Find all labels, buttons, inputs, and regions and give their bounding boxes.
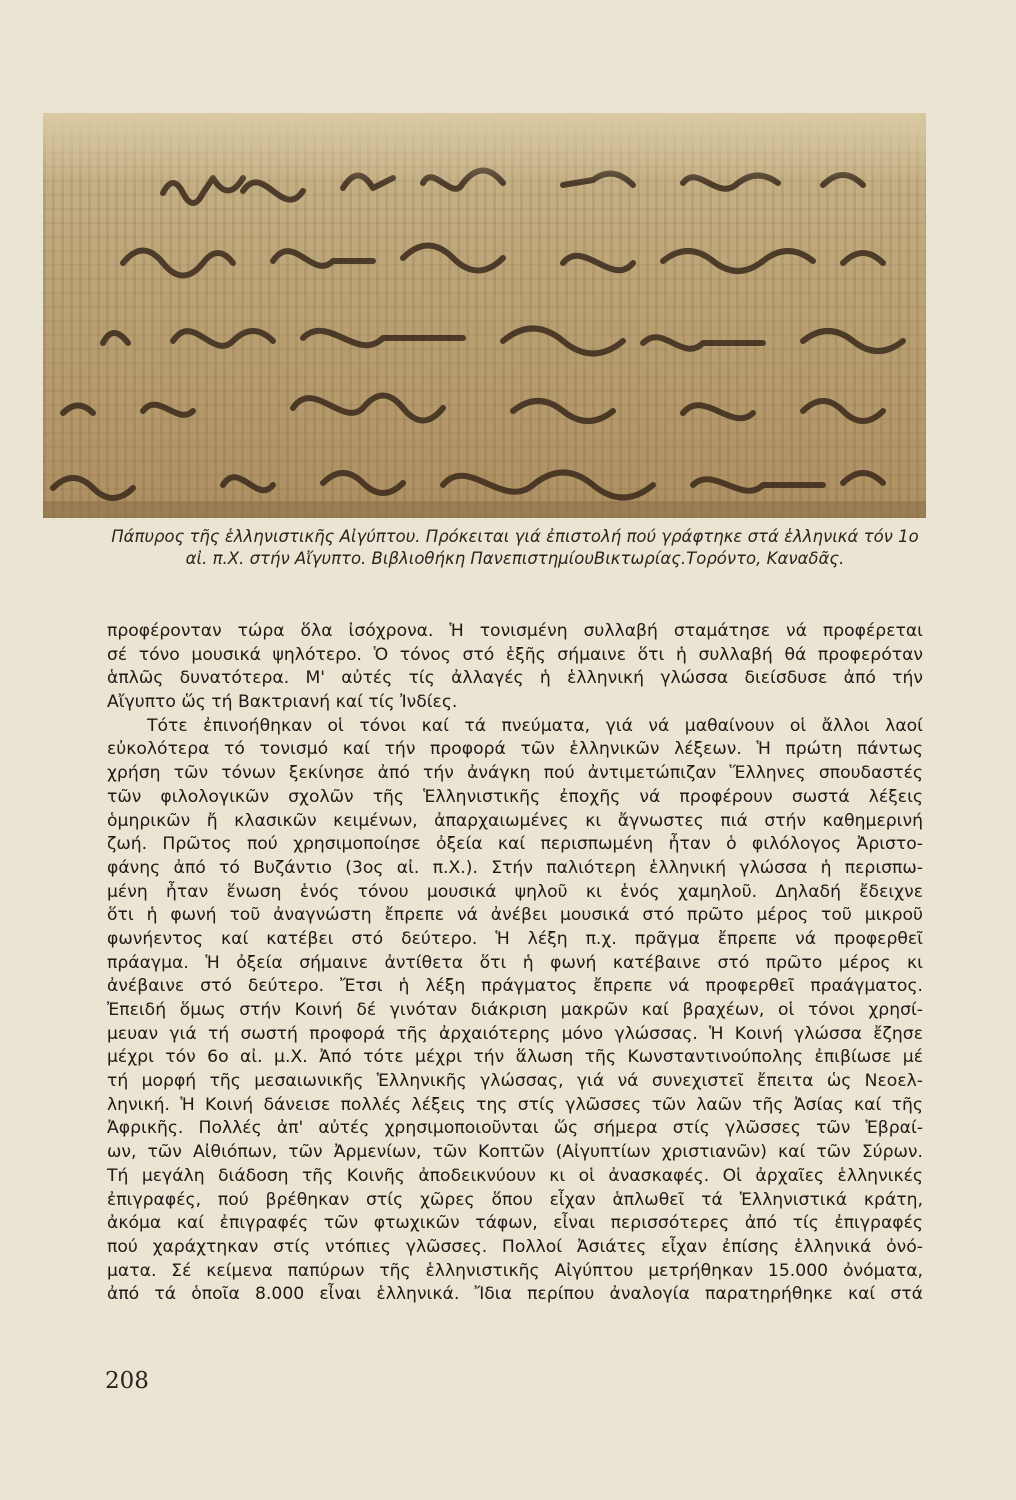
text-line: ὁμηρικῶν ἤ κλασικῶν κειμένων, ἀπαρχαιωμένες κι ἄγνωστες πιά στήν καθημερινή	[107, 810, 923, 831]
text-line: ληνική. Ἡ Κοινή δάνεισε πολλές λέξεις της στίς γλῶσσες τῶν λαῶν τῆς Ἀσίας καί τῆς	[107, 1094, 923, 1115]
text-line: ων, τῶν Αἰθιόπων, τῶν Ἀρμενίων, τῶν Κοπτῶν (Αἰγυπτίων χριστιανῶν) καί τῶν Σύρων.	[107, 1142, 923, 1163]
text-line: Ἐπειδή ὅμως στήν Κοινή δέ γινόταν διάκριση μακρῶν καί βραχέων, οἱ τόνοι χρησί-	[107, 1000, 923, 1020]
text-line: ὅτι ἡ φωνή τοῦ ἀναγνώστη ἔπρεπε νά ἀνέβει μουσικά στό πρῶτο μέρος τοῦ μικροῦ	[107, 905, 923, 926]
text-line: ἀκόμα καί ἐπιγραφές τῶν φτωχικῶν τάφων, εἶναι περισσότερες ἀπό τίς ἐπιγραφές	[107, 1213, 923, 1234]
text-line: προφέρονταν τώρα ὅλα ἰσόχρονα. Ἡ τονισμένη συλλαβή σταμάτησε νά προφέρεται	[107, 621, 923, 641]
text-line: φωνήεντος καί κατέβει στό δεύτερο. Ἡ λέξη π.χ. πρᾶγμα ἔπρεπε νά προφερθεῖ	[107, 928, 923, 949]
text-line: πράαγμα. Ἡ ὀξεία σήμαινε ἀντίθετα ὅτι ἡ φωνή κατέβαινε στό πρῶτο μέρος κι	[107, 952, 923, 973]
text-line: εὐκολότερα τό τονισμό καί τήν προφορά τῶν ἑλληνικῶν λέξεων. Ἡ πρώτη πάντως	[107, 739, 923, 760]
text-line: μευαν γιά τή σωστή προφορά τῆς ἀρχαιότερης μόνο γλώσσας. Ἡ Κοινή γλώσσα ἔζησε	[107, 1023, 923, 1044]
text-line: Τή μεγάλη διάδοση τῆς Κοινῆς ἀποδεικνύουν κι οἱ ἀνασκαφές. Οἱ ἀρχαῖες ἑλληνικές	[107, 1165, 923, 1186]
text-line: πού χαράχτηκαν στίς ντόπιες γλῶσσες. Πολλοί Ἀσιάτες εἶχαν ἐπίσης ἑλληνικά ὀνό-	[107, 1236, 923, 1257]
text-line: μέχρι τόν 6ο αἰ. μ.Χ. Ἀπό τότε μέχρι τήν ἅλωση τῆς Κωνσταντινούπολης ἐπιβίωσε μέ	[107, 1047, 923, 1068]
text-line: μένη ἦταν ἕνωση ἑνός τόνου μουσικά ψηλοῦ κι ἑνός χαμηλοῦ. Δηλαδή ἔδειχνε	[107, 881, 923, 902]
text-line: τῶν φιλολογικῶν σχολῶν τῆς Ἑλληνιστικῆς ἐποχῆς νά προφέρουν σωστά λέξεις	[107, 786, 923, 807]
text-line: ματα. Σέ κείμενα παπύρων τῆς ἑλληνιστικῆς Αἰγύπτου μετρήθηκαν 15.000 ὀνόματα,	[107, 1260, 923, 1281]
page-number: 208	[105, 1368, 149, 1394]
text-line: Ἀφρικῆς. Πολλές ἀπ' αὐτές χρησιμοποιοῦνται ὥς σήμερα στίς γλῶσσες τῶν Ἑβραί-	[107, 1118, 923, 1139]
figure-caption	[95, 526, 935, 570]
caption-line: αἰ. π.Χ. στήν Αἴγυπτο. Βιβλιοθήκη ΠανεπιστημίουΒικτωρίας.Τορόντο, Καναδᾶς.	[185, 549, 845, 568]
text-line: ζωή. Πρῶτος πού χρησιμοποίησε ὀξεία καί περισπωμένη ἦταν ὁ φιλόλογος Ἀριστο-	[107, 834, 923, 855]
text-line: χρήση τῶν τόνων ξεκίνησε ἀπό τήν ἀνάγκη πού ἀντιμετώπιζαν Ἕλληνες σπουδαστές	[107, 763, 923, 784]
text-line: ἀπό τά ὁποῖα 8.000 εἶναι ἑλληνικά. Ἴδια περίπου ἀναλογία παρατηρήθηκε καί στά	[107, 1284, 923, 1305]
body-text	[107, 620, 923, 1307]
text-line: σέ τόνο μουσικά ψηλότερο. Ὁ τόνος στό ἑξῆς σήμαινε ὅτι ἡ συλλαβή θά προφερόταν	[107, 644, 923, 665]
text-line: Τότε ἐπινοήθηκαν οἱ τόνοι καί τά πνεύματα, γιά νά μαθαίνουν οἱ ἄλλοι λαοί	[147, 715, 923, 736]
text-line: Αἴγυπτο ὥς τή Βακτριανή καί τίς Ἰνδίες.	[107, 692, 458, 713]
text-line: ἀνέβαινε στό δεύτερο. Ἔτσι ἡ λέξη πράγματος ἔπρεπε νά προφερθεῖ πραάγματος.	[107, 976, 923, 997]
text-line: ἐπιγραφές, πού βρέθηκαν στίς χῶρες ὅπου εἶχαν ἁπλωθεῖ τά Ἑλληνιστικά κράτη,	[107, 1189, 923, 1210]
text-line: ἁπλῶς δυνατότερα. Μ' αὐτές τίς ἀλλαγές ἡ ἑλληνική γλώσσα διείσδυσε ἀπό τήν	[107, 668, 923, 689]
text-line: φάνης ἀπό τό Βυζάντιο (3ος αἰ. π.Χ.). Στήν παλιότερη ἑλληνική γλώσσα ἡ περισπω-	[107, 857, 923, 878]
papyrus-photo	[43, 113, 926, 518]
caption-line: Πάπυρος τῆς ἑλληνιστικῆς Αἰγύπτου. Πρόκειται γιά ἐπιστολή πού γράφτηκε στά ἑλληνικά τόν 1ο	[111, 527, 919, 546]
papyrus-handwriting	[43, 113, 926, 518]
text-line: τή μορφή τῆς μεσαιωνικῆς Ἑλληνικῆς γλώσσας, γιά νά συνεχιστεῖ ἔπειτα ὡς Νεοελ-	[107, 1071, 923, 1092]
